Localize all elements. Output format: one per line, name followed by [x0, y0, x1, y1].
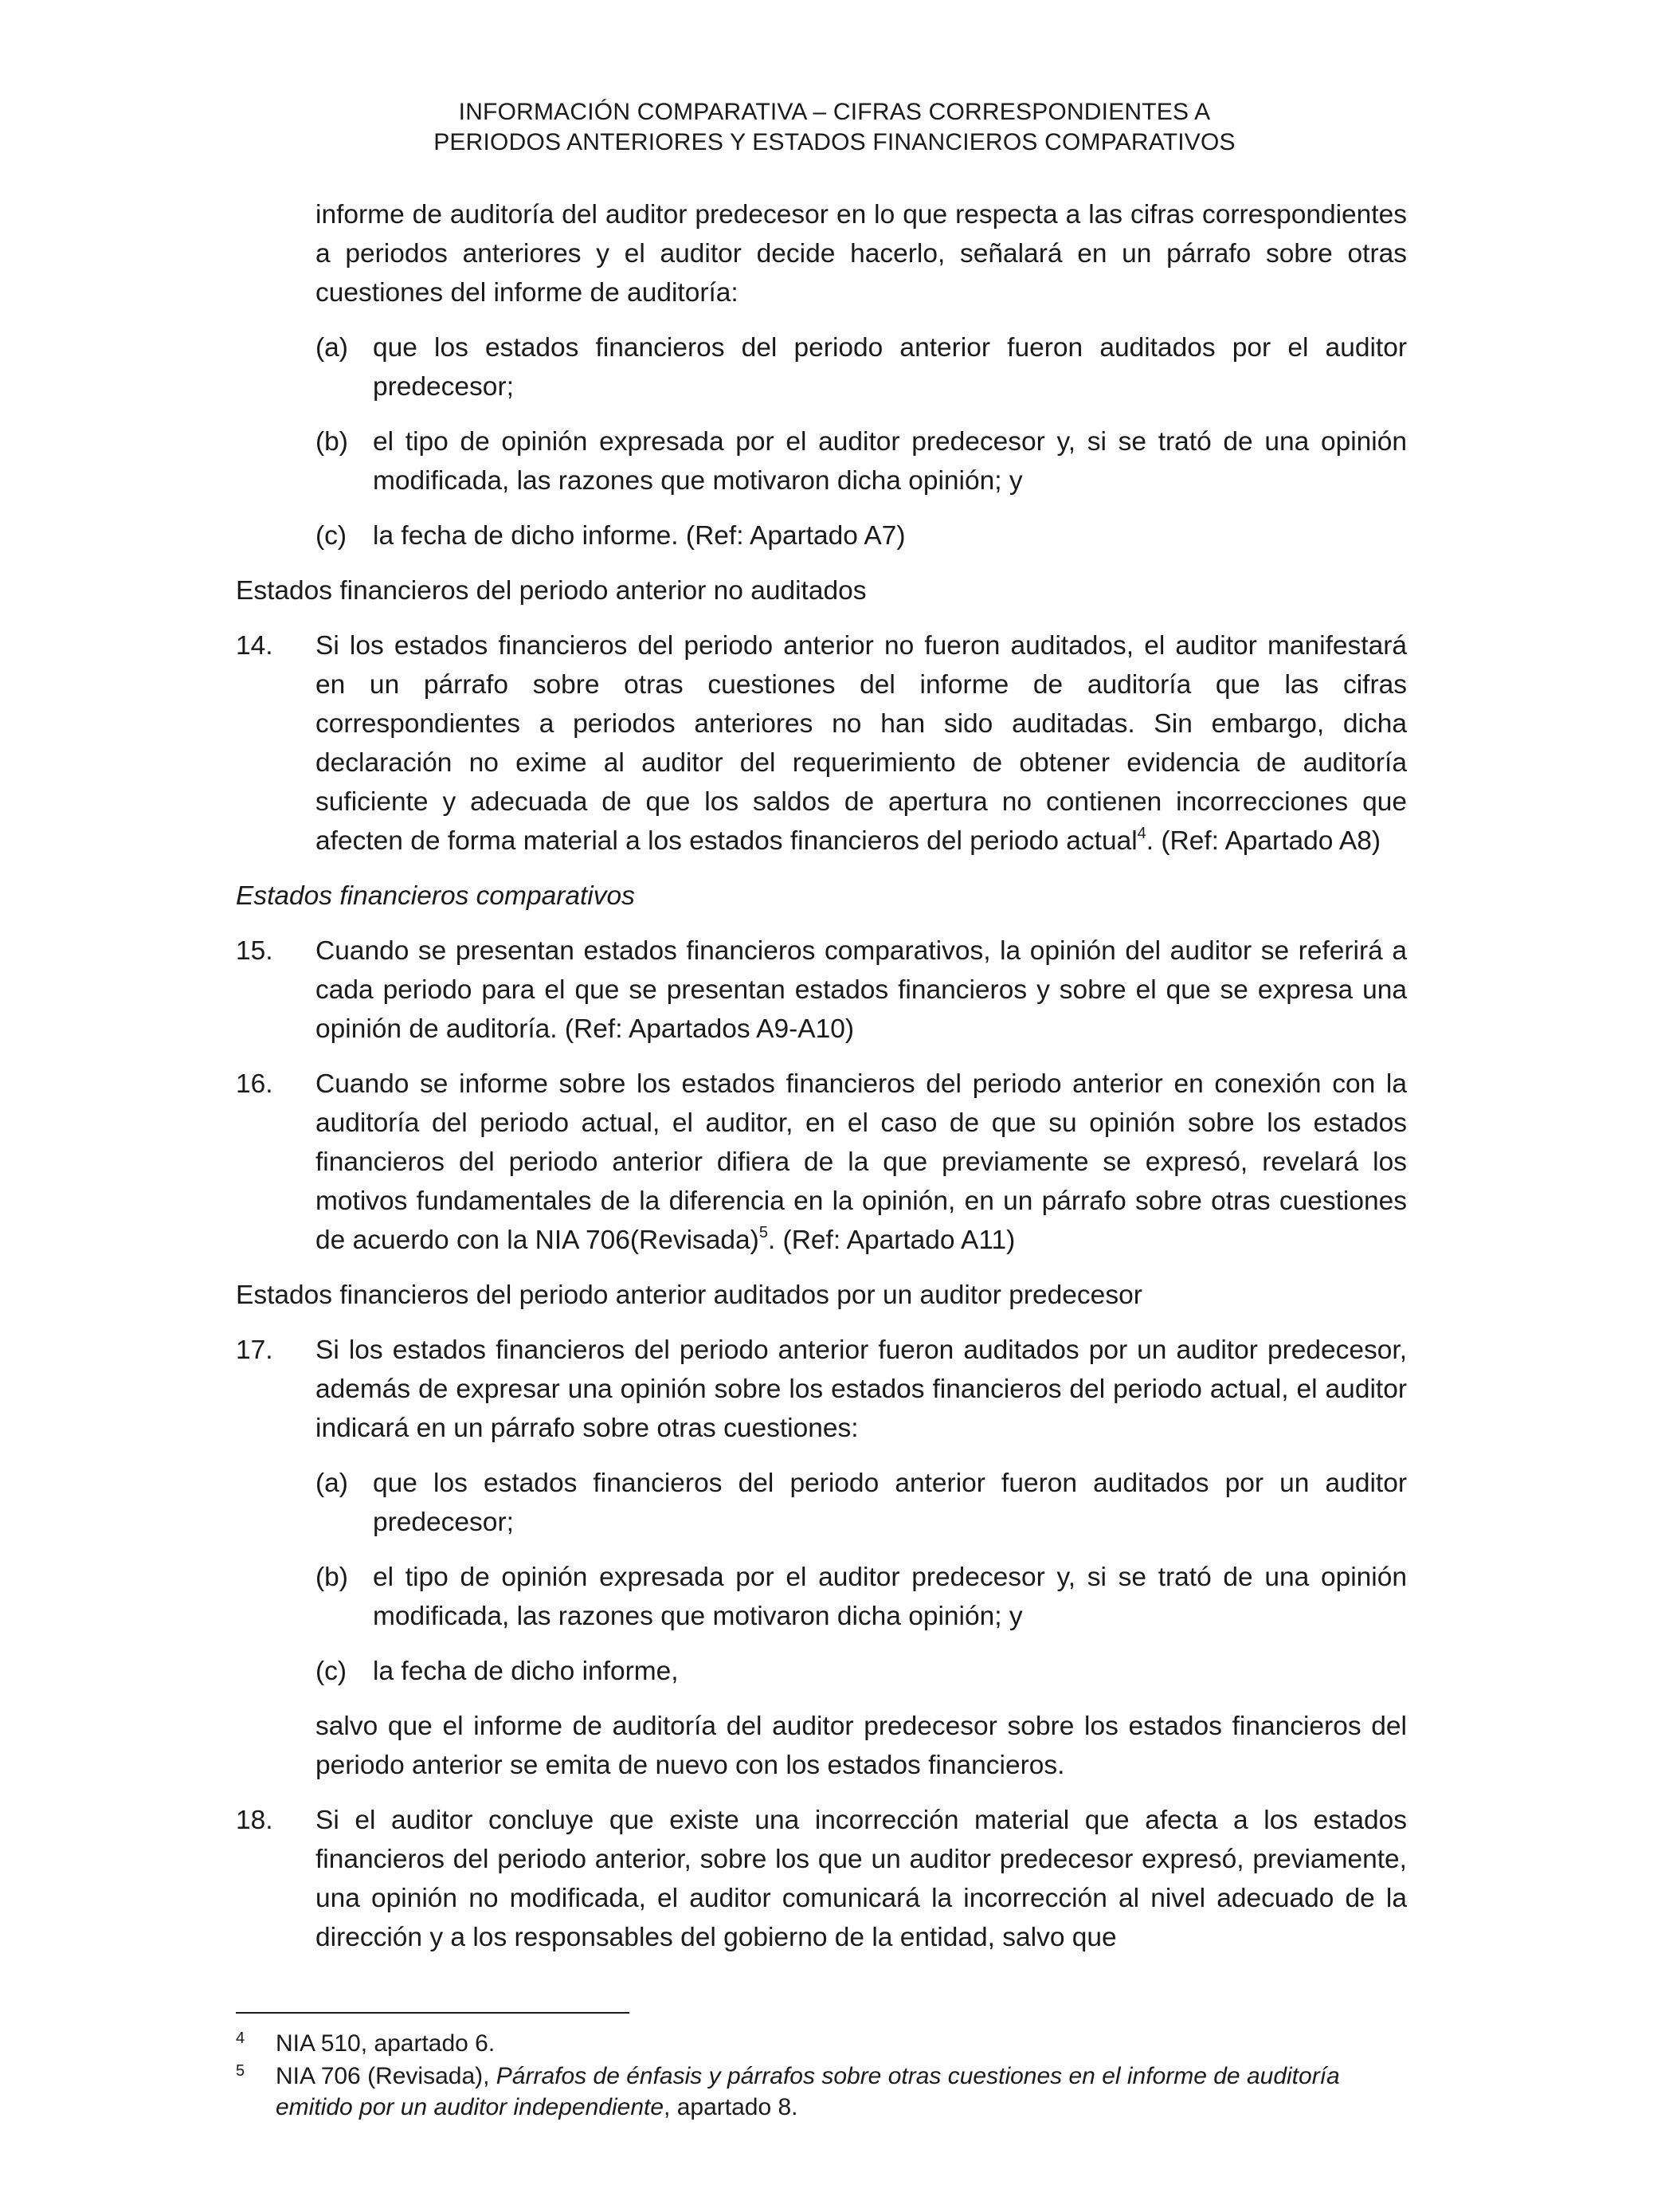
list-text: el tipo de opinión expresada por el auditor predecesor y, si se trató de una opinión modificada, las razones que motivaron dicha opinión; y [373, 427, 1407, 496]
paragraph-number: 17. [236, 1335, 273, 1365]
list-item [236, 1464, 1407, 1542]
list-item [236, 1652, 1407, 1691]
paragraph-text: Si los estados financieros del periodo anterior no fueron auditados, el auditor manifestará en un párrafo sobre otras cuestiones del informe de auditoría que las cifras correspondientes a periodos anteriores no han sido auditadas. Sin embargo, dicha declaración no exime al auditor del requerimiento de obtener evidencia de auditoría suficiente y adecuada de que los saldos de apertura no contienen incorrecciones que afecten de forma material a los estados financieros del periodo actual [315, 631, 1407, 856]
list-label: (b) [315, 427, 348, 457]
list-item [236, 422, 1407, 500]
list-item [236, 1558, 1407, 1636]
numbered-paragraph-14 [236, 626, 1407, 861]
list-label: (c) [315, 1657, 347, 1686]
list-text: que los estados financieros del periodo anterior fueron auditados por un auditor predecesor; [373, 1469, 1407, 1537]
list-label: (b) [315, 1563, 348, 1592]
paragraph-tail: . (Ref: Apartado A8) [1146, 826, 1381, 856]
footnote-5 [236, 2061, 1407, 2123]
footnote-4 [236, 2028, 1407, 2059]
numbered-paragraph-18 [236, 1801, 1407, 1957]
numbered-paragraph-17 [236, 1331, 1407, 1448]
paragraph-text: Si el auditor concluye que existe una incorrección material que afecta a los estados financieros del periodo anterior, sobre los que un auditor predecesor expresó, previamente, una opinión no modificada, el auditor comunicará la incorrección al nivel adecuado de la dirección y a los responsables del gobierno de la entidad, salvo que [315, 1806, 1407, 1952]
numbered-paragraph-15 [236, 931, 1407, 1049]
list-text: la fecha de dicho informe. (Ref: Apartado A7) [373, 521, 906, 551]
paragraph-tail: . (Ref: Apartado A11) [767, 1226, 1016, 1255]
paragraph-number: 14. [236, 631, 273, 661]
footnote-title: Párrafos de énfasis y párrafos sobre otras cuestiones en el informe de auditoría emitido por un auditor independiente [276, 2063, 1340, 2120]
footnote-text-post: , apartado 8. [664, 2094, 798, 2120]
header-line-1: INFORMACIÓN COMPARATIVA – CIFRAS CORRESPONDIENTES A [458, 99, 1211, 125]
section-heading: Estados financieros del periodo anterior auditados por un auditor predecesor [236, 1281, 1142, 1310]
footnotes [236, 2028, 1407, 2124]
list-text: la fecha de dicho informe, [373, 1657, 679, 1686]
paragraph-text: Cuando se informe sobre los estados financieros del periodo anterior en conexión con la auditoría del periodo actual, el auditor, en el caso de que su opinión sobre los estados financieros del periodo anterior difiera de la que previamente se expresó, revelará los motivos fundamentales de la diferencia en la opinión, en un párrafo sobre otras cuestiones de acuerdo con la NIA 706(Revisada) [315, 1069, 1407, 1255]
list-label: (c) [315, 521, 347, 551]
body-text [236, 195, 1407, 1973]
paragraph-number: 16. [236, 1069, 273, 1099]
list-label: (a) [315, 1469, 348, 1498]
footnote-label: 4 [236, 2030, 245, 2047]
footnote-label: 5 [236, 2062, 245, 2080]
list-label: (a) [315, 333, 348, 363]
paragraph-number: 15. [236, 936, 273, 966]
footnote-divider [236, 2012, 629, 2014]
footnote-text: NIA 510, apartado 6. [276, 2030, 496, 2057]
numbered-paragraph-16 [236, 1065, 1407, 1260]
intro-paragraph: informe de auditoría del auditor predecesor en lo que respecta a las cifras correspondientes a periodos anteriores y el auditor decide hacerlo, señalará en un párrafo sobre otras cuestiones del informe de auditoría: [315, 200, 1407, 308]
page-header [0, 97, 1669, 158]
list-text: el tipo de opinión expresada por el auditor predecesor y, si se trató de una opinión modificada, las razones que motivaron dicha opinión; y [373, 1563, 1407, 1631]
section-heading: Estados financieros comparativos [236, 881, 635, 911]
header-line-2: PERIODOS ANTERIORES Y ESTADOS FINANCIEROS COMPARATIVOS [433, 129, 1236, 155]
paragraph-text: Si los estados financieros del periodo anterior fueron auditados por un auditor predecesor, además de expresar una opinión sobre los estados financieros del periodo actual, el auditor indicará en un párrafo sobre otras cuestiones: [315, 1335, 1407, 1443]
list-item [236, 328, 1407, 406]
paragraph-text: Cuando se presentan estados financieros comparativos, la opinión del auditor se referirá a cada periodo para el que se presentan estados financieros y sobre el que se expresa una opinión de auditoría. (Ref: Apartados A9-A10) [315, 936, 1407, 1044]
paragraph-number: 18. [236, 1806, 273, 1835]
section-heading: Estados financieros del periodo anterior no auditados [236, 576, 867, 606]
footnote-text-pre: NIA 706 (Revisada), [276, 2063, 496, 2089]
paragraph-17-tail: salvo que el informe de auditoría del auditor predecesor sobre los estados financieros del periodo anterior se emita de nuevo con los estados financieros. [315, 1712, 1407, 1780]
footnote-ref: 4 [1137, 824, 1146, 842]
list-text: que los estados financieros del periodo anterior fueron auditados por el auditor predecesor; [373, 333, 1407, 402]
list-item [236, 516, 1407, 555]
footnote-ref: 5 [758, 1223, 768, 1241]
